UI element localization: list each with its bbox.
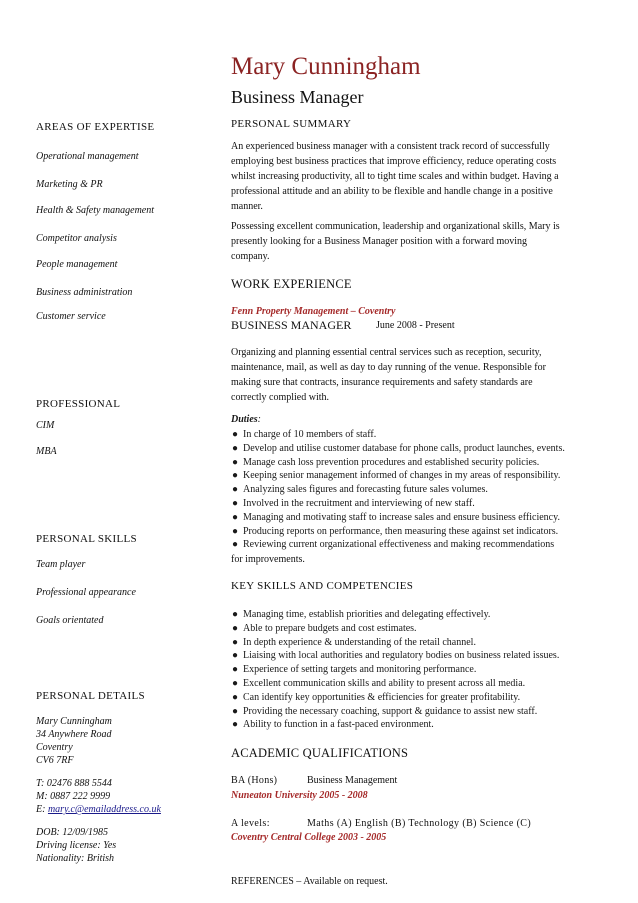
summary-line: Possessing excellent communication, leadership and organizational skills, Mary is	[231, 221, 560, 232]
key-skill-item: ● Liaising with local authorities and regulatory bodies on business related issues.	[232, 650, 560, 662]
bullet-icon: ●	[232, 497, 239, 509]
email-link[interactable]: mary.c@emailaddress.co.uk	[47, 804, 161, 815]
skills-heading: PERSONAL SKILLS	[36, 533, 137, 545]
bullet-icon: ●	[232, 470, 239, 482]
key-skill-item: ● Ability to function in a fast-paced environment.	[232, 719, 434, 731]
key-skill-item: ● In depth experience & understanding of the retail channel.	[232, 636, 476, 648]
duty-item: ● Involved in the recruitment and interviewing of new staff.	[232, 497, 475, 509]
summary-line: whilst increasing productivity, all to tight time scales and within budget. Having a	[231, 171, 559, 182]
expertise-heading: AREAS OF EXPERTISE	[36, 121, 155, 133]
key-skill-item: ● Excellent communication skills and ability to present across all media.	[232, 677, 526, 689]
bullet-icon: ●	[232, 677, 239, 689]
duty-item: ● Develop and utilise customer database for phone calls, product launches, events.	[232, 442, 565, 454]
detail-email-row	[36, 804, 161, 815]
skill-item: Team player	[36, 559, 86, 570]
expertise-item: Customer service	[36, 311, 106, 322]
bullet-icon: ●	[232, 539, 239, 551]
candidate-title: Business Manager	[231, 87, 364, 107]
summary-line: presently looking for a Business Manager position with a forward moving	[231, 236, 528, 247]
job-desc-line: correctly complied with.	[231, 392, 330, 403]
detail-dob: DOB: 12/09/1985	[36, 827, 108, 838]
bullet-icon: ●	[232, 484, 239, 496]
academic-heading: ACADEMIC QUALIFICATIONS	[231, 746, 409, 760]
job-dates: June 2008 - Present	[376, 320, 455, 331]
degree-subject: Business Management	[307, 775, 398, 786]
summary-paragraph-1	[231, 139, 601, 214]
references-note: REFERENCES – Available on request.	[231, 876, 388, 887]
key-skills-heading: KEY SKILLS AND COMPETENCIES	[231, 580, 414, 592]
college: Coventry Central College 2003 - 2005	[231, 832, 387, 843]
skill-item: Professional appearance	[36, 587, 136, 598]
bullet-icon: ●	[232, 456, 239, 468]
summary-line: company.	[231, 251, 270, 262]
duties-tail: for improvements.	[231, 554, 305, 565]
summary-paragraph-2	[231, 219, 601, 264]
details-heading: PERSONAL DETAILS	[36, 690, 145, 702]
expertise-item: Business administration	[36, 287, 133, 298]
expertise-item: People management	[36, 259, 118, 270]
degree: BA (Hons)	[231, 775, 278, 786]
candidate-name: Mary Cunningham	[231, 53, 421, 80]
key-skill-item: ● Experience of setting targets and monitoring performance.	[232, 664, 477, 676]
alevels-grades: Maths (A) English (B) Technology (B) Science (C)	[307, 818, 532, 829]
professional-heading: PROFESSIONAL	[36, 398, 121, 410]
skill-item: Goals orientated	[36, 615, 104, 626]
detail-postcode: CV6 7RF	[36, 755, 74, 766]
bullet-icon: ●	[232, 622, 239, 634]
bullet-icon: ●	[232, 636, 239, 648]
key-skill-item: ● Can identify key opportunities & efficiencies for greater profitability.	[232, 691, 521, 703]
bullet-icon: ●	[232, 609, 239, 620]
duty-item: ● Analyzing sales figures and forecasting future sales volumes.	[232, 484, 488, 496]
key-skill-item: ● Providing the necessary coaching, support & guidance to assist new staff.	[232, 705, 538, 717]
duty-item: ● Keeping senior management informed of changes in my areas of responsibility.	[232, 470, 561, 482]
duty-item: ● Managing and motivating staff to increase sales and ensure business efficiency.	[232, 511, 560, 523]
expertise-item: Competitor analysis	[36, 233, 117, 244]
expertise-item: Marketing & PR	[36, 179, 103, 190]
university: Nuneaton University 2005 - 2008	[231, 790, 368, 801]
duty-item: ● Manage cash loss prevention procedures and established security policies.	[232, 456, 540, 468]
detail-city: Coventry	[36, 742, 73, 753]
key-skill-item: ● Managing time, establish priorities and delegating effectively.	[232, 609, 491, 620]
company-name: Fenn Property Management – Coventry	[231, 306, 396, 317]
work-heading: WORK EXPERIENCE	[231, 277, 352, 291]
summary-line: employing best business practices that improve efficiency, reduce operating costs	[231, 156, 557, 167]
expertise-item: Health & Safety management	[36, 205, 155, 216]
bullet-icon: ●	[232, 442, 239, 454]
detail-license: Driving license: Yes	[36, 840, 117, 851]
detail-phone: T: 02476 888 5544	[36, 778, 112, 789]
key-skill-item: ● Able to prepare budgets and cost estimates.	[232, 622, 417, 634]
summary-line: professional attitude and an ability to be flexible and handle change in a positive	[231, 186, 553, 197]
duty-item: ● Producing reports on performance, then measuring these against set indicators.	[232, 525, 559, 537]
duty-item: ● Reviewing current organizational effectiveness and making recommendations	[232, 539, 555, 551]
summary-heading: PERSONAL SUMMARY	[231, 118, 352, 130]
duty-item: ● In charge of 10 members of staff.	[232, 429, 377, 440]
key-skills-list	[231, 608, 603, 732]
bullet-icon: ●	[232, 429, 239, 440]
detail-nationality: Nationality: British	[36, 853, 115, 864]
bullet-icon: ●	[232, 691, 239, 703]
job-desc-line: making sure that contracts, insurance requirements and safety standards are	[231, 377, 533, 388]
bullet-icon: ●	[232, 705, 239, 717]
duties-list	[231, 428, 603, 552]
expertise-item: Operational management	[36, 151, 139, 162]
detail-name: Mary Cunningham	[36, 716, 112, 727]
job-desc-line: maintenance, mail, as well as day to day running of the venue. Responsible for	[231, 362, 546, 373]
professional-item: CIM	[36, 420, 55, 431]
professional-item: MBA	[36, 446, 57, 457]
summary-line: manner.	[231, 201, 263, 212]
email-prefix: E:	[36, 804, 48, 815]
duties-colon: :	[257, 414, 262, 425]
duties-label: Duties	[231, 414, 258, 425]
alevels-label: A levels:	[231, 818, 270, 829]
detail-address: 34 Anywhere Road	[36, 729, 112, 740]
bullet-icon: ●	[232, 719, 239, 731]
summary-line: An experienced business manager with a consistent track record of successfully	[231, 141, 550, 152]
bullet-icon: ●	[232, 525, 239, 537]
bullet-icon: ●	[232, 664, 239, 676]
bullet-icon: ●	[232, 511, 239, 523]
duties-label-row	[231, 414, 261, 425]
job-description	[231, 345, 601, 405]
bullet-icon: ●	[232, 650, 239, 662]
job-desc-line: Organizing and planning essential central services such as reception, security,	[231, 347, 542, 358]
job-title: BUSINESS MANAGER	[231, 318, 352, 332]
detail-mobile: M: 0887 222 9999	[36, 791, 111, 802]
